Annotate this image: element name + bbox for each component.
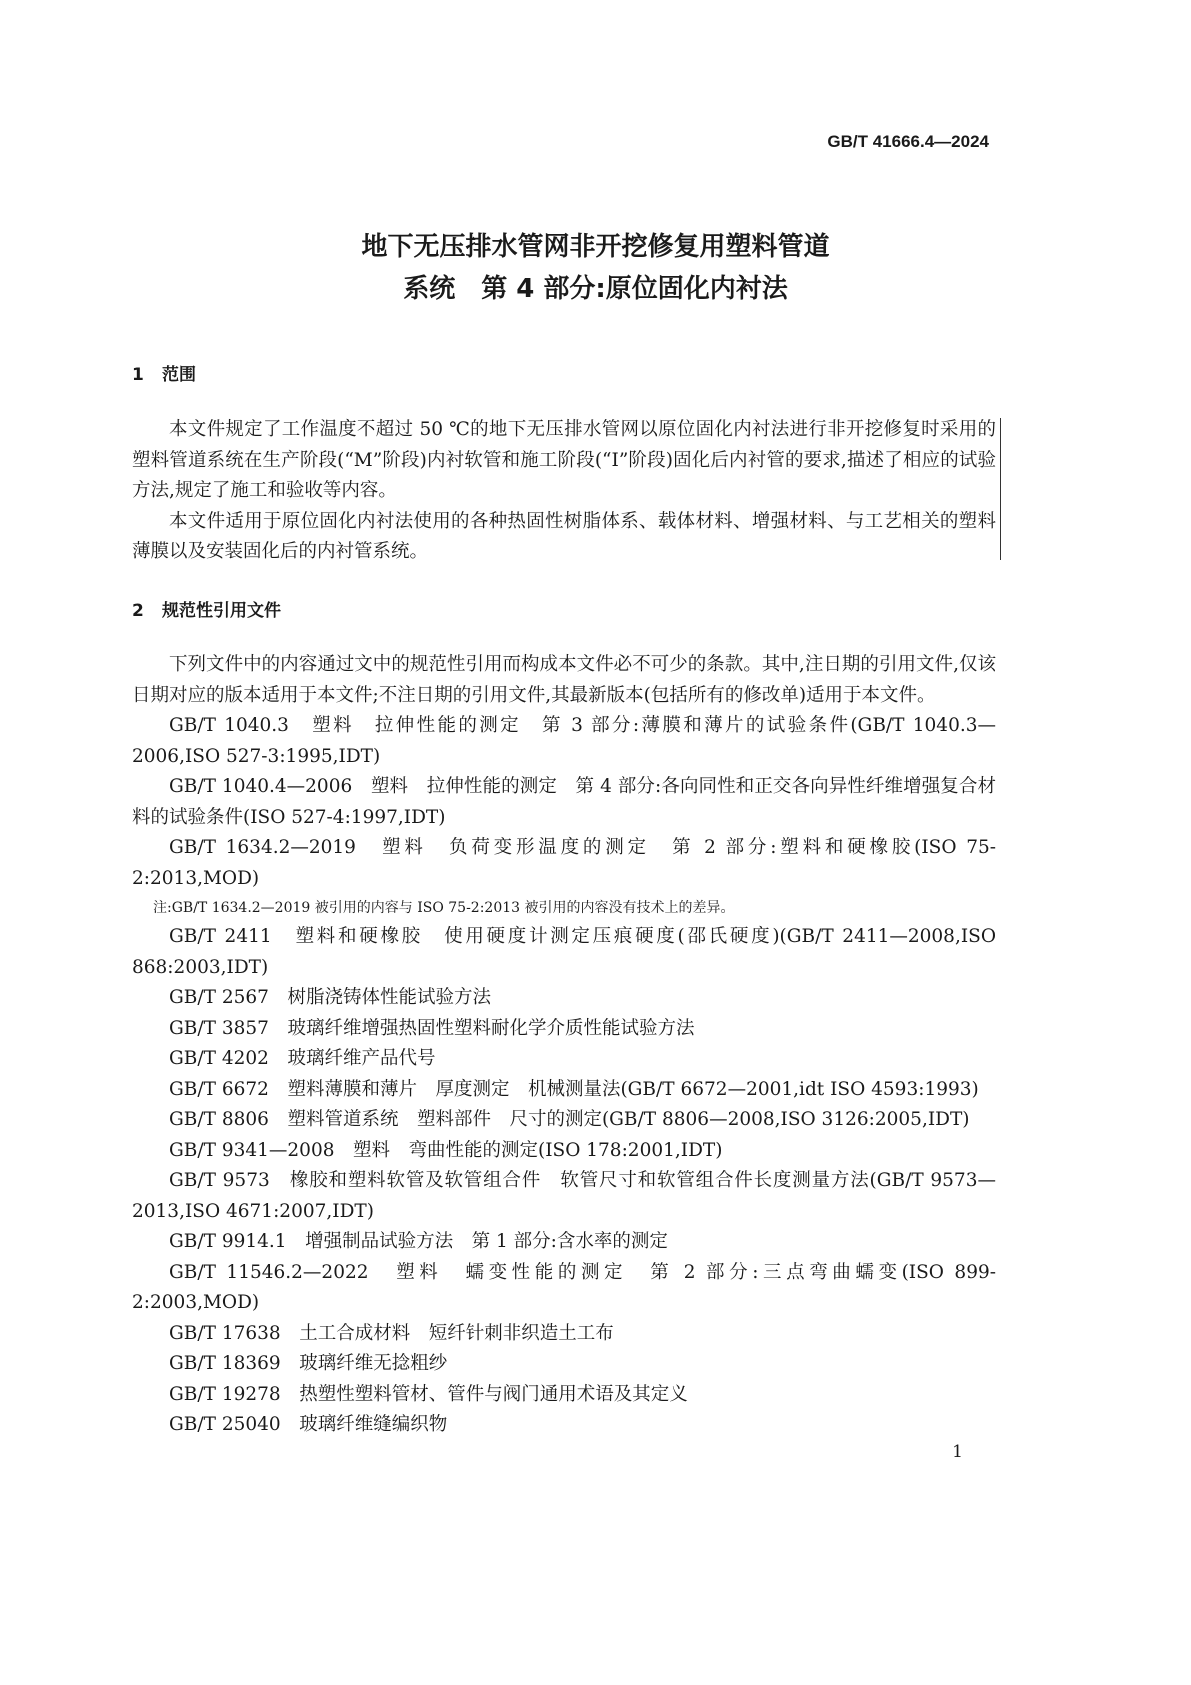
reference-item [132,1105,996,1136]
reference-code: GB/T 9341—2008 [169,1139,335,1161]
reference-title: 塑料 负荷变形温度的测定 第 2 部分:塑料和硬橡胶(ISO 75-2:2013,MOD) [132,837,996,889]
reference-title: 塑料薄膜和薄片 厚度测定 机械测量法(GB/T 6672—2001,idt ISO 4593:1993) [287,1078,979,1100]
reference-item [132,1136,996,1167]
reference-item [132,983,996,1014]
section-number: 2 [132,601,144,621]
reference-item [132,1166,996,1227]
reference-title: 塑料 弯曲性能的测定(ISO 178:2001,IDT) [353,1139,723,1161]
reference-title: 增强制品试验方法 第 1 部分:含水率的测定 [305,1231,668,1252]
spacer [281,1384,300,1405]
reference-code: GB/T 2411 [169,926,272,947]
reference-code: GB/T 1040.4—2006 [169,776,353,797]
reference-title: 塑料和硬橡胶 使用硬度计测定压痕硬度(邵氏硬度)(GB/T 2411—2008,ISO 868:2003,IDT) [132,926,996,978]
spacer [281,1414,300,1435]
reference-note: 注:GB/T 1634.2—2019 被引用的内容与 ISO 75-2:2013 被引用的内容没有技术上的差异。 [153,900,735,916]
reference-title: 塑料管道系统 塑料部件 尺寸的测定(GB/T 8806—2008,ISO 3126:2005,IDT) [287,1109,970,1130]
reference-code: GB/T 1040.3 [169,715,289,736]
reference-code: GB/T 9914.1 [169,1231,287,1252]
reference-item [132,711,996,772]
spacer [272,926,296,947]
reference-title: 热塑性塑料管材、管件与阀门通用术语及其定义 [299,1383,688,1405]
reference-title: 橡胶和塑料软管及软管组合件 软管尺寸和软管组合件长度测量方法(GB/T 9573—2013,ISO 4671:2007,IDT) [132,1170,996,1222]
reference-title: 塑料 拉伸性能的测定 第 3 部分:薄膜和薄片的试验条件(GB/T 1040.3—2006,ISO 527-3:1995,IDT) [132,715,997,767]
reference-item [132,1044,996,1075]
scope-section-body [132,415,996,568]
section-2-heading [132,596,281,621]
page-number: 1 [952,1442,963,1462]
spacer [352,776,371,797]
reference-code: GB/T 1634.2—2019 [169,837,356,858]
normative-references-body [132,650,996,1441]
reference-title: 玻璃纤维增强热固性塑料耐化学介质性能试验方法 [287,1017,695,1039]
paragraph: 下列文件中的内容通过文中的规范性引用而构成本文件必不可少的条款。其中,注日期的引用文件,仅该日期对应的版本适用于本文件;不注日期的引用文件,其最新版本(包括所有的修改单)适用于本文件。 [132,654,996,706]
reference-item [132,833,996,894]
reference-item [132,772,996,833]
section-title: 范围 [162,365,196,385]
spacer [281,1323,300,1344]
document-title [0,226,1191,310]
spacer [270,1170,290,1191]
section-title: 规范性引用文件 [162,601,281,621]
reference-code: GB/T 8806 [169,1109,269,1130]
spacer [289,715,312,736]
standard-number: GB/T 41666.4—2024 [827,132,989,151]
reference-title: 树脂浇铸体性能试验方法 [287,987,491,1008]
reference-code: GB/T 19278 [169,1383,281,1405]
reference-item [132,1380,996,1411]
reference-title: 塑料 蠕变性能的测定 第 2 部分:三点弯曲蠕变(ISO 899-2:2003,MOD) [132,1261,996,1313]
reference-item [132,1075,996,1106]
spacer [269,1018,288,1039]
spacer [269,1048,288,1069]
reference-code: GB/T 11546.2—2022 [169,1261,369,1283]
reference-title: 土工合成材料 短纤针刺非织造土工布 [299,1322,614,1344]
title-line-1: 地下无压排水管网非开挖修复用塑料管道 [361,232,830,262]
reference-item [132,1410,996,1441]
reference-item [132,922,996,983]
title-line-2: 系统 第 4 部分:原位固化内衬法 [403,274,788,304]
spacer [281,1353,300,1374]
paragraph: 本文件规定了工作温度不超过 50 ℃的地下无压排水管网以原位固化内衬法进行非开挖修复时采用的塑料管道系统在生产阶段(“M”阶段)内衬软管和施工阶段(“I”阶段)固化后内衬管的要求,描述了相应的试验方法,规定了施工和验收等内容。 [132,419,996,501]
paragraph: 本文件适用于原位固化内衬法使用的各种热固性树脂体系、载体材料、增强材料、与工艺相关的塑料薄膜以及安装固化后的内衬管系统。 [132,510,996,562]
reference-item [132,1227,996,1258]
reference-title: 玻璃纤维无捻粗纱 [299,1353,448,1374]
reference-code: GB/T 25040 [169,1414,281,1435]
reference-title: 玻璃纤维产品代号 [287,1048,436,1069]
reference-title: 塑料 拉伸性能的测定 第 4 部分:各向同性和正交各向异性纤维增强复合材料的试验条件(ISO 527-4:1997,IDT) [132,776,996,828]
spacer [269,1109,288,1130]
reference-item [132,1258,996,1319]
section-1-heading [132,360,196,385]
reference-code: GB/T 9573 [169,1170,270,1191]
spacer [369,1262,397,1283]
reference-code: GB/T 3857 [169,1017,269,1039]
change-bar [1000,418,1001,560]
spacer [287,1231,306,1252]
reference-code: GB/T 6672 [169,1078,269,1100]
reference-item [132,1319,996,1350]
spacer [356,837,382,858]
reference-code: GB/T 17638 [169,1322,281,1344]
spacer [269,987,288,1008]
reference-code: GB/T 4202 [169,1048,269,1069]
reference-item [132,1349,996,1380]
reference-code: GB/T 2567 [169,987,269,1008]
spacer [335,1140,354,1161]
section-number: 1 [132,365,144,385]
reference-title: 玻璃纤维缝编织物 [299,1414,448,1435]
spacer [269,1079,288,1100]
reference-item [132,1014,996,1045]
reference-code: GB/T 18369 [169,1353,281,1374]
